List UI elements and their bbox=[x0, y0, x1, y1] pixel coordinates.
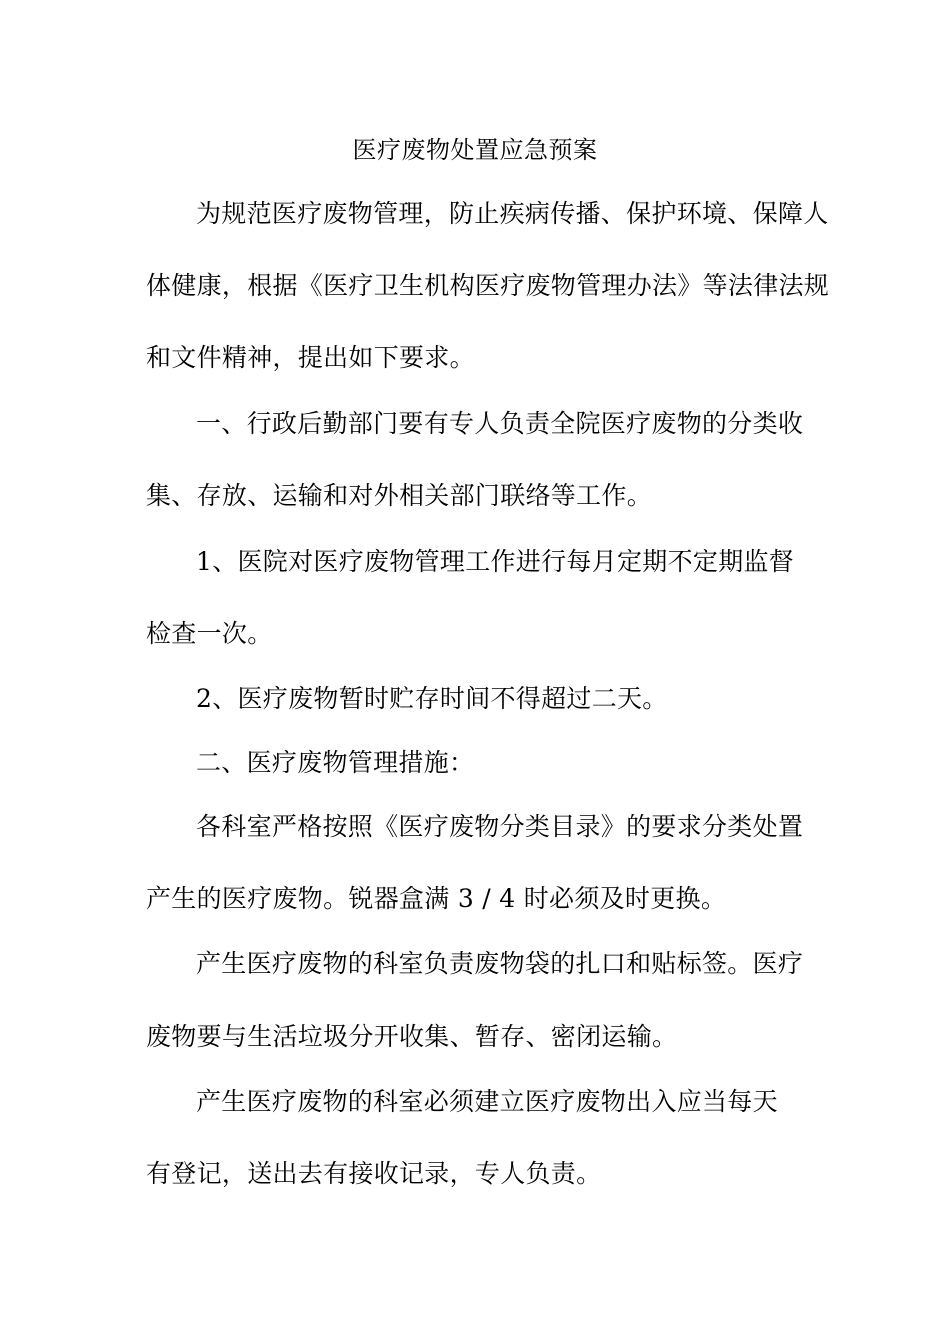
paragraph-line: 产生医疗废物的科室必须建立医疗废物出入应当每天 bbox=[196, 1087, 778, 1116]
paragraph-line: 为规范医疗废物管理，防止疾病传播、保护环境、保障人 bbox=[196, 199, 829, 228]
paragraph-line: 产生医疗废物的科室负责废物袋的扎口和贴标签。医疗 bbox=[196, 949, 804, 978]
paragraph-line: 和文件精神，提出如下要求。 bbox=[146, 343, 475, 372]
paragraph-line: 一、行政后勤部门要有专人负责全院医疗废物的分类收 bbox=[196, 409, 804, 438]
document-title: 医疗废物处置应急预案 bbox=[352, 136, 598, 164]
paragraph-line: 废物要与生活垃圾分开收集、暂存、密闭运输。 bbox=[146, 1022, 678, 1051]
paragraph-line: 各科室严格按照《医疗废物分类目录》的要求分类处置 bbox=[196, 812, 804, 841]
paragraph-line: 检查一次。 bbox=[146, 619, 273, 648]
paragraph-line: 产生的医疗废物。锐器盒满 3 / 4 时必须及时更换。 bbox=[146, 884, 727, 913]
paragraph-line: 体健康，根据《医疗卫生机构医疗废物管理办法》等法律法规 bbox=[146, 271, 830, 300]
paragraph-line: 有登记，送出去有接收记录，专人负责。 bbox=[146, 1159, 602, 1188]
paragraph-line: 1、医院对医疗废物管理工作进行每月定期不定期监督 bbox=[196, 547, 795, 576]
paragraph-line: 集、存放、运输和对外相关部门联络等工作。 bbox=[146, 481, 653, 510]
paragraph-line: 2、医疗废物暂时贮存时间不得超过二天。 bbox=[196, 684, 668, 713]
paragraph-line: 二、医疗废物管理措施： bbox=[196, 748, 475, 777]
